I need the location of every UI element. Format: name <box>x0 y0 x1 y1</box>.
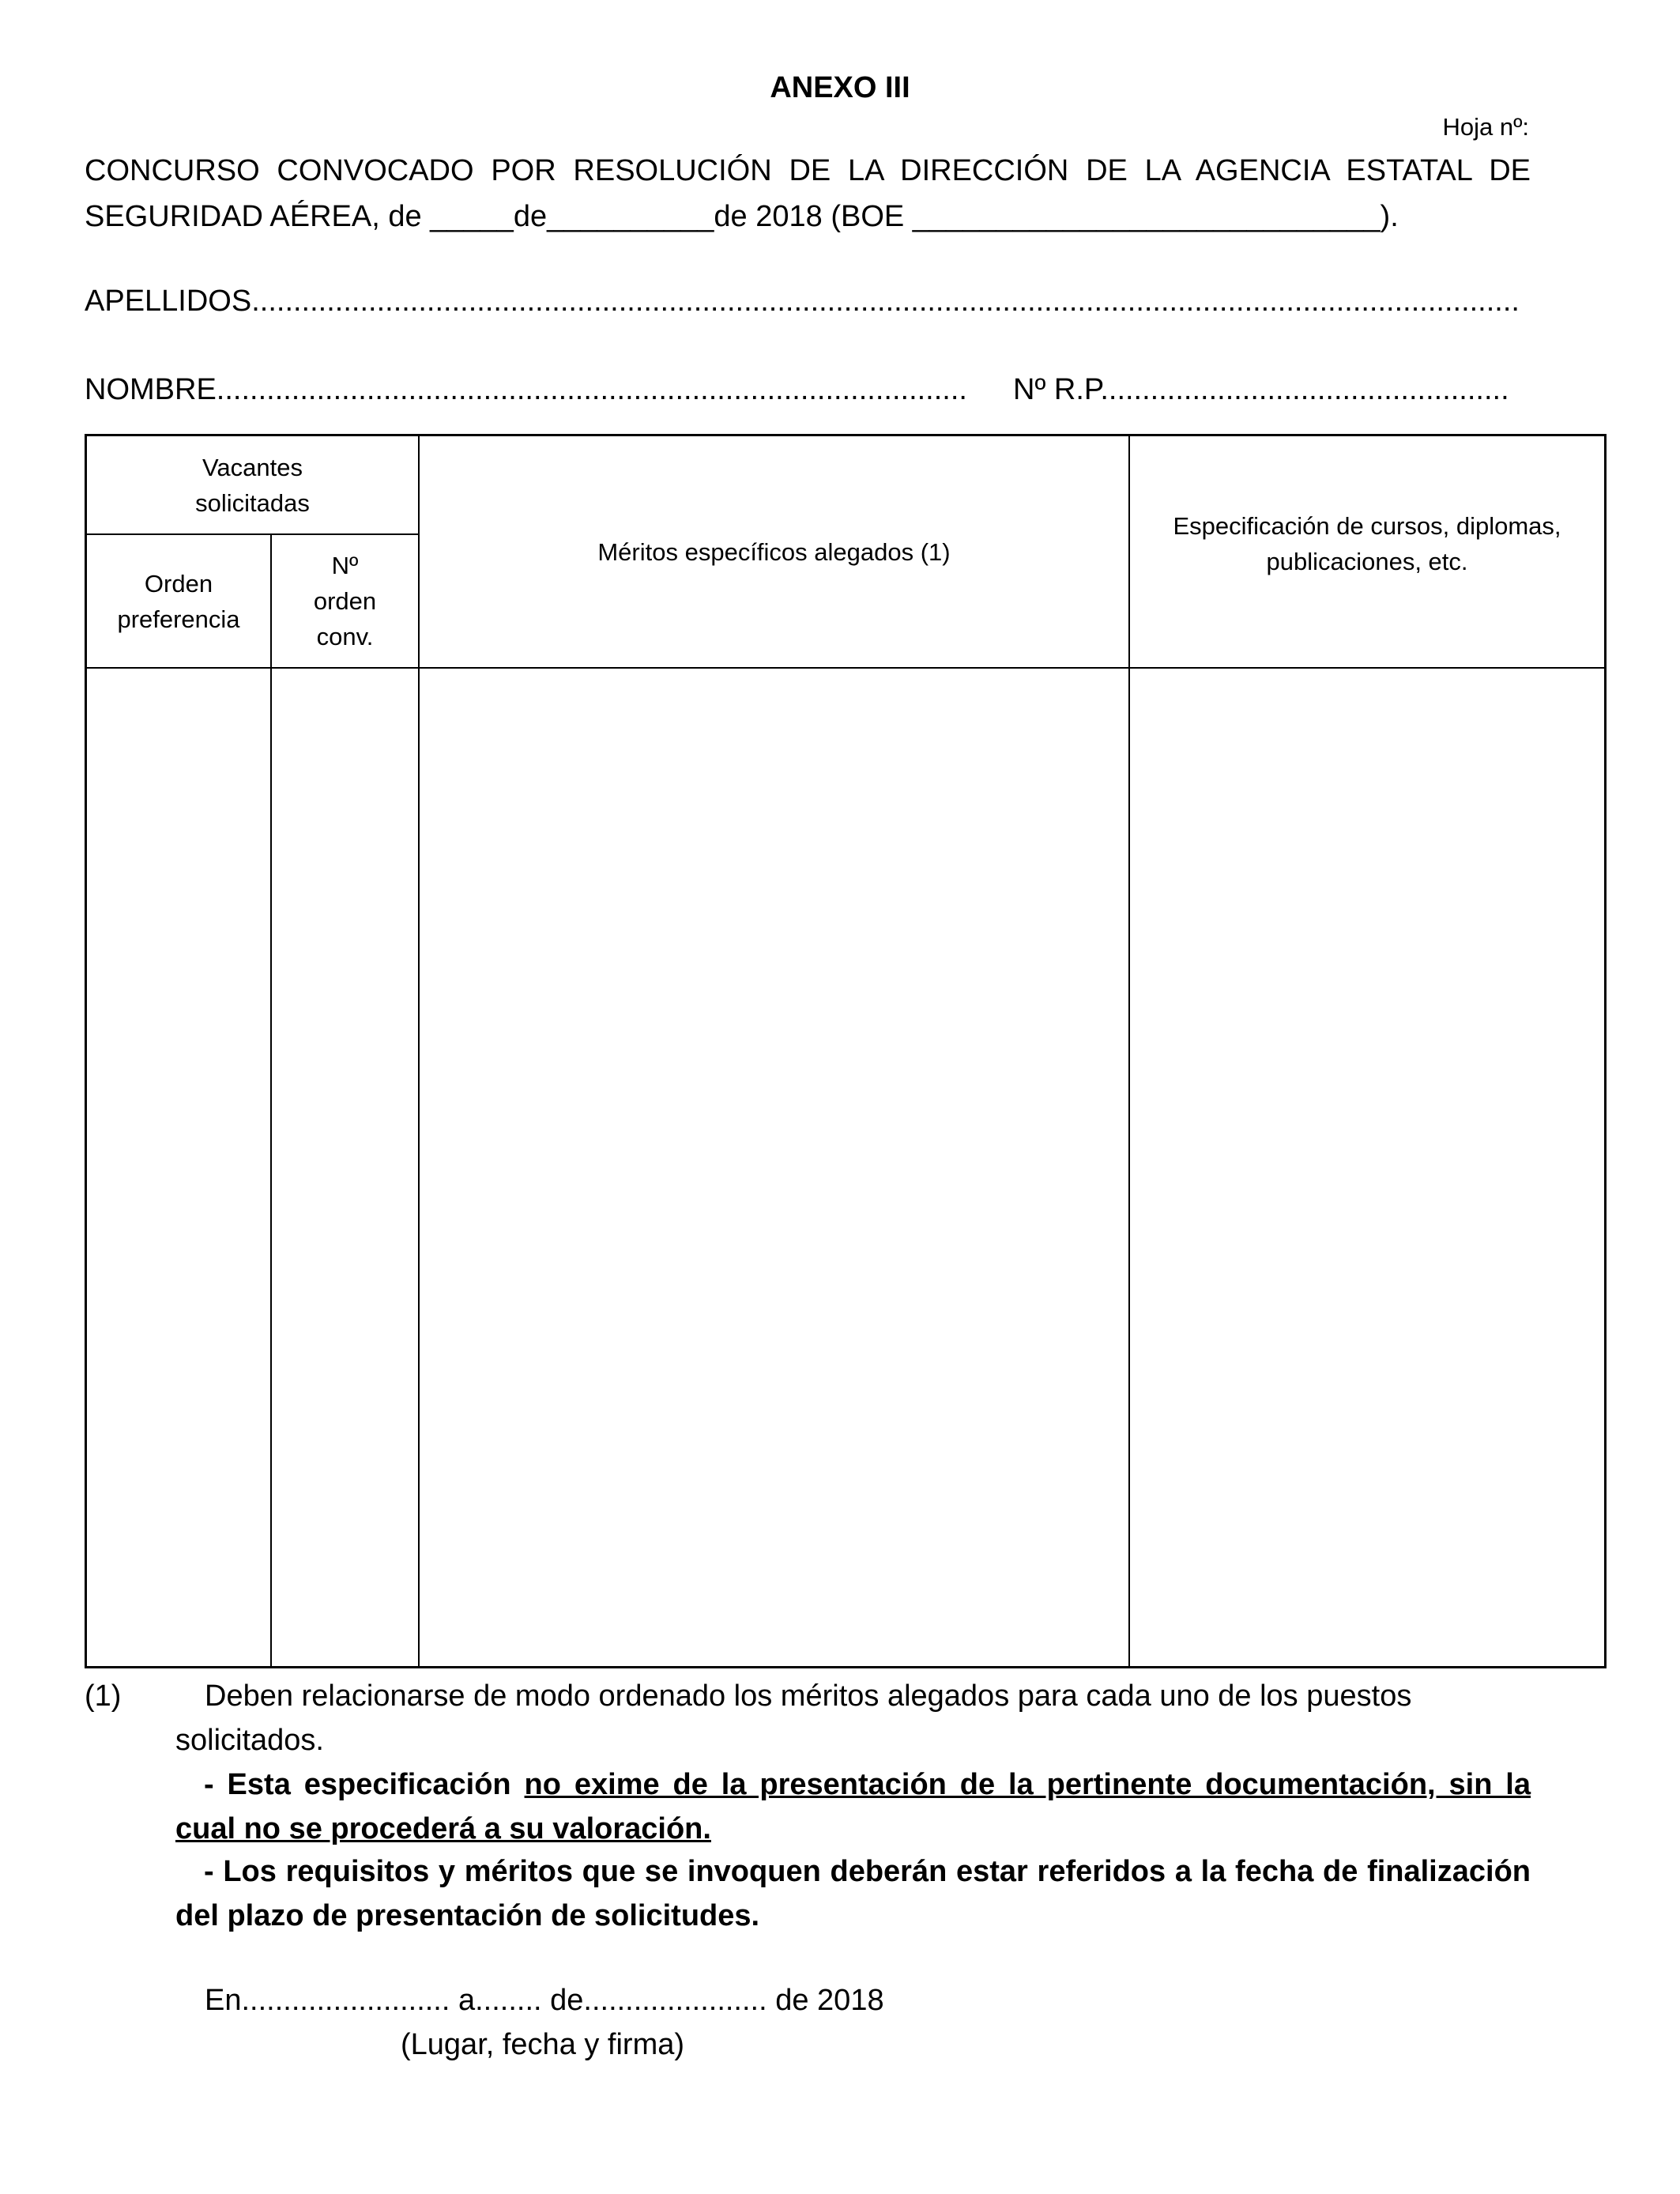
cell-num-orden[interactable] <box>272 669 418 1666</box>
footnote-line-2: solicitados. <box>175 1724 324 1757</box>
intro-line-2: SEGURIDAD AÉREA, de _____de__________de 2018 (BOE ____________________________). <box>85 200 1399 233</box>
sheet-number-label: Hoja nº: <box>1442 113 1529 141</box>
registro-personal-field[interactable]: Nº R.P................................................. <box>1013 373 1509 406</box>
footnote-line-1: Deben relacionarse de modo ordenado los méritos alegados para cada uno de los puestos <box>205 1679 1412 1713</box>
notice-especificacion <box>175 1762 1531 1851</box>
header-orden-preferencia: Orden preferencia <box>117 569 240 633</box>
intro-line-1: CONCURSO CONVOCADO POR RESOLUCIÓN DE LA DIRECCIÓN DE LA AGENCIA ESTATAL DE <box>85 154 1531 187</box>
nombre-row <box>85 373 1531 407</box>
cell-orden-preferencia[interactable] <box>87 669 270 1666</box>
notice-requisitos <box>175 1849 1531 1938</box>
notice-requisitos-text: - Los requisitos y méritos que se invoquen deberán estar referidos a la fecha de finalización del plazo de presentación de solicitudes. <box>175 1855 1531 1932</box>
header-vacantes: Vacantes solicitadas <box>195 453 310 517</box>
notice-especificacion-plain: - Esta especificación <box>204 1768 525 1801</box>
meritos-table <box>85 434 1607 1668</box>
document-title: ANEXO III <box>770 71 910 104</box>
header-meritos: Méritos específicos alegados (1) <box>597 537 951 566</box>
cell-especificacion[interactable] <box>1130 669 1604 1666</box>
cell-meritos[interactable] <box>420 669 1128 1666</box>
signature-caption: (Lugar, fecha y firma) <box>401 2028 685 2061</box>
footnote <box>85 1674 1531 1762</box>
footnote-number: (1) <box>85 1679 122 1713</box>
header-especificacion: Especificación de cursos, diplomas, publicaciones, etc. <box>1173 512 1561 575</box>
header-num-orden: Nº orden conv. <box>313 552 377 650</box>
apellidos-field[interactable]: APELLIDOS........................................................................................................................................................ <box>85 285 1520 318</box>
notice-especificacion-underlined: no exime de la presentación de la pertinente documentación, sin la cual no se procederá a su valoración. <box>175 1768 1531 1845</box>
nombre-field[interactable]: NOMBRE.......................................................................................... <box>85 373 967 406</box>
place-date-line[interactable]: En......................... a........ de...................... de 2018 <box>205 1984 884 2017</box>
